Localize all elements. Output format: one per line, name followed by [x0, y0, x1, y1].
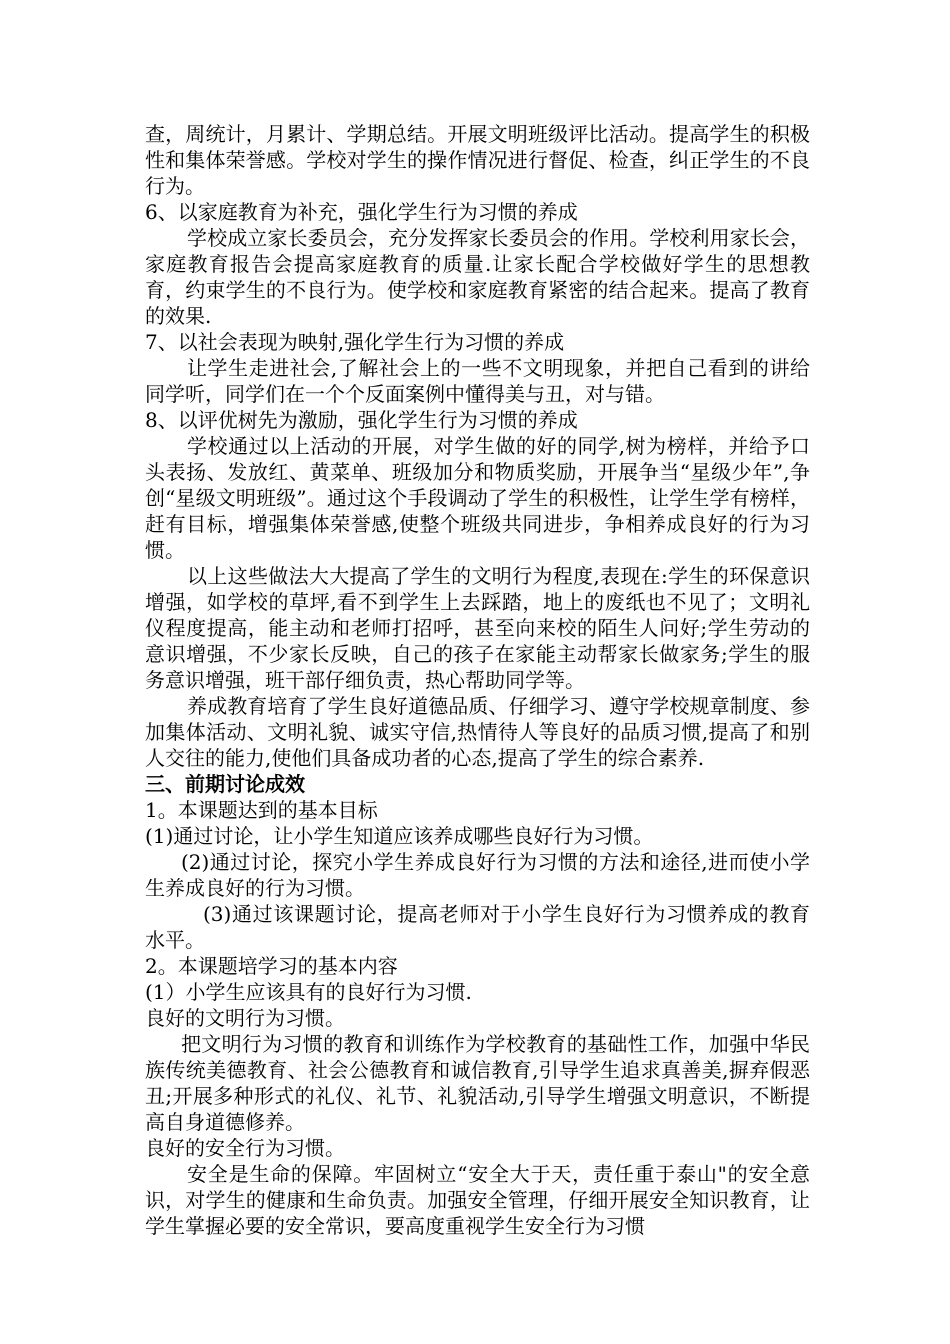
chapter-heading-3: 三、前期讨论成效: [145, 772, 305, 796]
goal-item-3: (3)通过该课题讨论，提高老师对于小学生良好行为习惯养成的教育水平。: [145, 902, 810, 952]
paragraph-continuation: 查，周统计，月累计、学期总结。开展文明班级评比活动。提高学生的积极性和集体荣誉感。学校对学生的操作情况进行督促、检查，纠正学生的不良行为。: [145, 122, 810, 198]
subheading-civil-habits: 良好的文明行为习惯。: [145, 1006, 345, 1030]
subheading-safety-habits: 良好的安全行为习惯。: [145, 1136, 345, 1160]
content-item-1: (1）小学生应该具有的良好行为习惯.: [145, 980, 472, 1004]
paragraph-family-education: 学校成立家长委员会，充分发挥家长委员会的作用。学校利用家长会，家庭教育报告会提高家庭教育的质量.让家长配合学校做好学生的思想教育，约束学生的不良行为。使学校和家庭教育紧密的结合起来。提高了教育的效果.: [145, 226, 810, 328]
subheading-basic-content: 2。本课题培学习的基本内容: [145, 954, 398, 978]
paragraph-character-education: 养成教育培育了学生良好道德品质、仔细学习、遵守学校规章制度、参加集体活动、文明礼貌、诚实守信,热情待人等良好的品质习惯,提高了和别人交往的能力,使他们具备成功者的心态,提高了学生的综合素养.: [145, 694, 810, 770]
goal-item-1: (1)通过讨论，让小学生知道应该养成哪些良好行为习惯。: [145, 824, 654, 848]
paragraph-role-models: 学校通过以上活动的开展，对学生做的好的同学,树为榜样，并给予口头表扬、发放红、黄菜单、班级加分和物质奖励，开展争当“星级少年”,争创“星级文明班级”。通过这个手段调动了学生的积极性，让学生学有榜样，赶有目标，增强集体荣誉感,使整个班级共同进步，争相养成良好的行为习惯。: [145, 434, 810, 562]
section-heading-7: 7、以社会表现为映射,强化学生行为习惯的养成: [145, 330, 565, 354]
paragraph-social-practice: 让学生走进社会,了解社会上的一些不文明现象，并把自己看到的讲给同学听，同学们在一个个反面案例中懂得美与丑，对与错。: [145, 356, 810, 406]
goal-item-2: (2)通过讨论，探究小学生养成良好行为习惯的方法和途径,进而使小学生养成良好的行为习惯。: [145, 850, 810, 900]
document-page: [145, 121, 810, 1239]
paragraph-civil-habits: 把文明行为习惯的教育和训练作为学校教育的基础性工作，加强中华民族传统美德教育、社会公德教育和诚信教育,引导学生追求真善美,摒弃假恶丑;开展多种形式的礼仪、礼节、礼貌活动,引导学生增强文明意识，不断提高自身道德修养。: [145, 1032, 810, 1134]
section-heading-8: 8、以评优树先为激励，强化学生行为习惯的养成: [145, 408, 578, 432]
section-heading-6: 6、以家庭教育为补充，强化学生行为习惯的养成: [145, 200, 578, 224]
subheading-basic-goals: 1。本课题达到的基本目标: [145, 798, 378, 822]
paragraph-results: 以上这些做法大大提高了学生的文明行为程度,表现在:学生的环保意识增强，如学校的草坪,看不到学生上去踩踏，地上的废纸也不见了；文明礼仪程度提高，能主动和老师打招呼，甚至向来校的陌生人问好;学生劳动的意识增强，不少家长反映，自己的孩子在家能主动帮家长做家务;学生的服务意识增强，班干部仔细负责，热心帮助同学等。: [145, 564, 810, 692]
paragraph-safety-habits: 安全是生命的保障。牢固树立“安全大于天，责任重于泰山"的安全意识，对学生的健康和生命负责。加强安全管理，仔细开展安全知识教育，让学生掌握必要的安全常识，要高度重视学生安全行为习惯: [145, 1162, 810, 1238]
